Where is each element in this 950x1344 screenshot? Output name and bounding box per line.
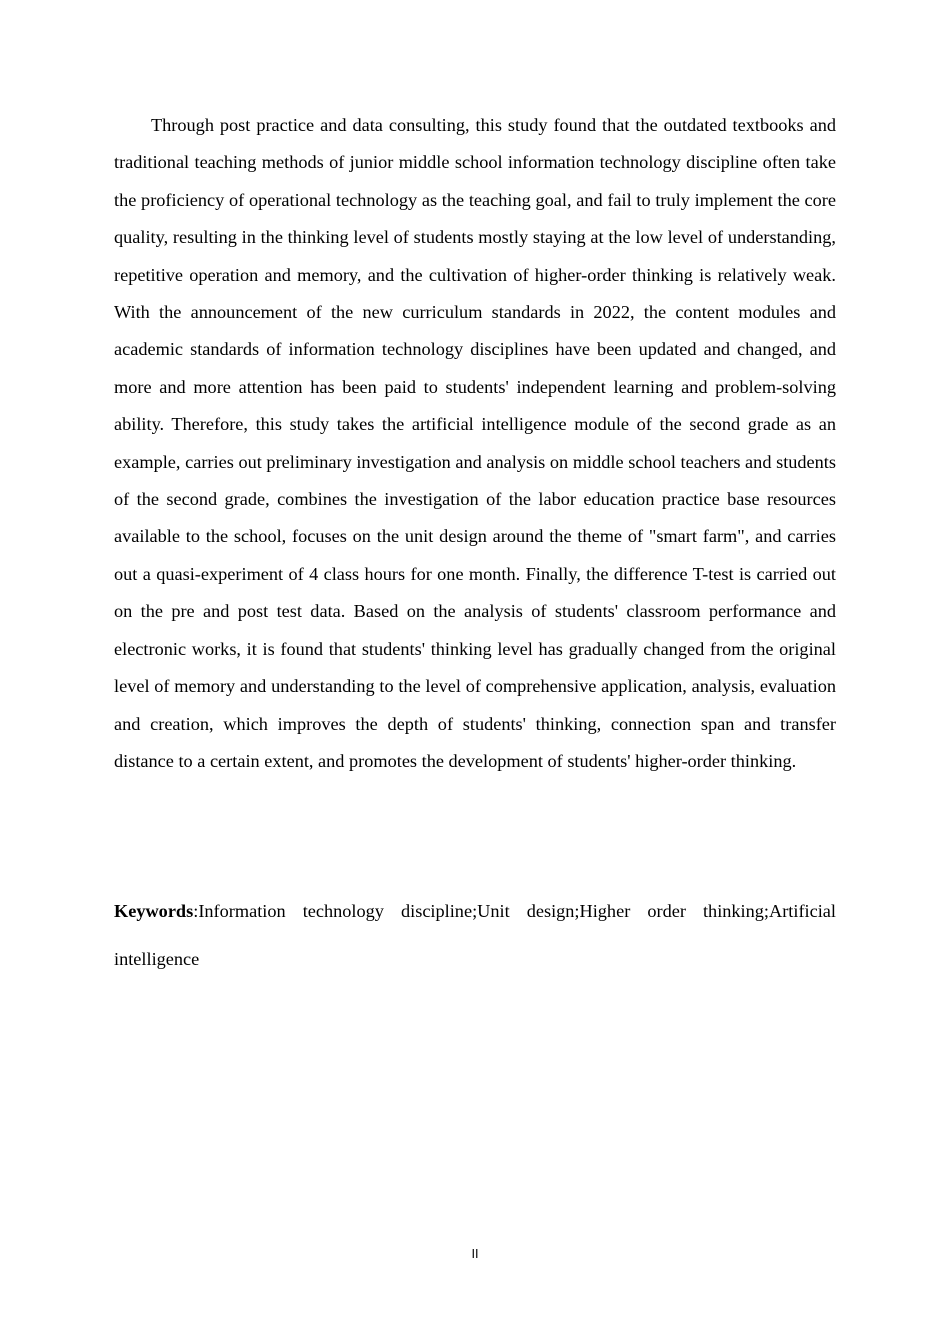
keywords-text: Information technology discipline;Unit design;Higher order thinking;Artificial intelligence <box>114 901 836 969</box>
keywords-separator: : <box>193 901 199 921</box>
page-number: II <box>471 1247 479 1261</box>
keywords-line <box>114 888 836 983</box>
abstract-paragraph: Through post practice and data consulting, this study found that the outdated textbooks and traditional teaching methods of junior middle school information technology discipline often take the proficiency of operational technology as the teaching goal, and fail to truly implement the core quality, resulting in the thinking level of students mostly staying at the low level of understanding, repetitive operation and memory, and the cultivation of higher-order thinking is relatively weak. With the announcement of the new curriculum standards in 2022, the content modules and academic standards of information technology disciplines have been updated and changed, and more and more attention has been paid to students' independent learning and problem-solving ability. Therefore, this study takes the artificial intelligence module of the second grade as an example, carries out preliminary investigation and analysis on middle school teachers and students of the second grade, combines the investigation of the labor education practice base resources available to the school, focuses on the unit design around the theme of "smart farm", and carries out a quasi-experiment of 4 class hours for one month. Finally, the difference T-test is carried out on the pre and post test data. Based on the analysis of students' classroom performance and electronic works, it is found that students' thinking level has gradually changed from the original level of memory and understanding to the level of comprehensive application, analysis, evaluation and creation, which improves the depth of students' thinking, connection span and transfer distance to a certain extent, and promotes the development of students' higher-order thinking. <box>114 115 836 771</box>
keywords-label: Keywords <box>114 901 194 921</box>
